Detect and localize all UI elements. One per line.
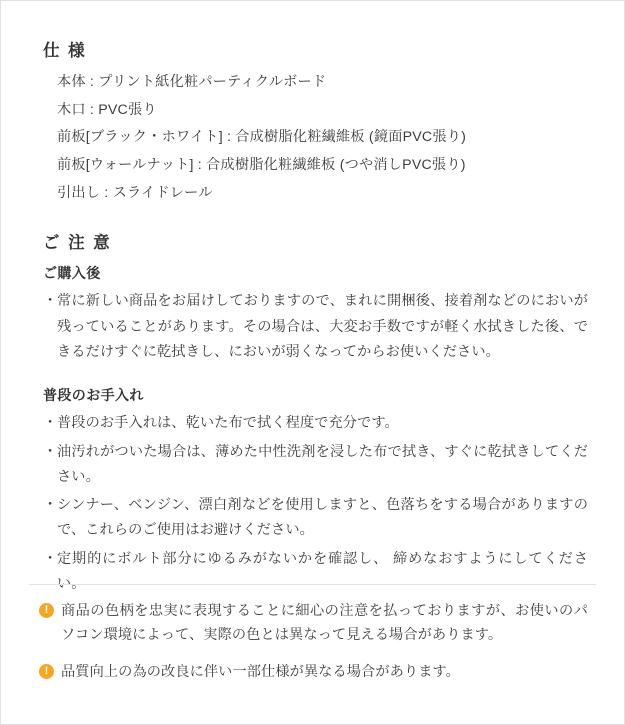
bullet-mark: ・ (43, 443, 58, 460)
caution-subheading-daily-care: 普段のお手入れ (43, 387, 144, 404)
footer-notes (29, 584, 596, 696)
warning-icon: ! (39, 664, 54, 679)
spec-heading: 仕 様 (43, 42, 87, 60)
caution-list-daily-care (29, 411, 596, 597)
spec-item: 引出し : スライドレール (57, 184, 213, 201)
bullet-mark: ・ (43, 293, 58, 310)
spacer (29, 371, 596, 379)
warning-icon: ! (39, 603, 54, 618)
caution-item (43, 440, 588, 491)
caution-item-text: 油汚れがついた場合は、薄めた中性洗剤を浸した布で拭き、すぐに乾拭きしてください。 (57, 443, 588, 485)
spec-item: 前板[ブラック・ホワイト] : 合成樹脂化粧繊維板 (鏡面PVC張り) (57, 129, 467, 146)
spec-item: 木口 : PVC張り (57, 101, 157, 118)
bullet-mark: ・ (43, 415, 58, 432)
divider (29, 584, 596, 585)
note-text: 商品の色柄を忠実に表現することに細心の注意を払っておりますが、お使いのパソコン環境によって、実際の色とは異なって見える場合があります。 (61, 602, 588, 644)
note-item (39, 599, 588, 648)
bullet-mark: ・ (43, 497, 58, 514)
caution-list-after-purchase (29, 289, 596, 365)
bullet-mark: ・ (43, 550, 58, 567)
caution-item (43, 289, 588, 365)
caution-heading: ご 注 意 (43, 234, 112, 253)
caution-item-text: 常に新しい商品をお届けしておりますので、まれに開梱後、接着剤などのにおいが残っていることがあります。その場合は、大変お手数ですが軽く水拭きした後、できるだけすぐに乾拭きし、においが弱くなってからお使いください。 (57, 293, 588, 360)
caution-item-text: 普段のお手入れは、乾いた布で拭く程度で充分です。 (57, 415, 399, 432)
caution-subheading-after-purchase: ご購入後 (43, 265, 101, 282)
note-text: 品質向上の為の改良に伴い一部仕様が異なる場合があります。 (61, 663, 460, 680)
caution-item (43, 493, 588, 544)
spec-list (29, 69, 596, 207)
caution-item-text: 定期的にボルト部分にゆるみがないかを確認し、 締めなおすようにしてください。 (57, 550, 588, 592)
caution-item-text: シンナー、ベンジン、漂白剤などを使用しますと、色落ちをする場合がありますので、これらのご使用はお避けください。 (57, 497, 588, 539)
caution-item (43, 411, 588, 436)
spec-item: 本体 : プリント紙化粧パーティクルボード (57, 74, 327, 90)
note-item (39, 660, 588, 684)
spec-item: 前板[ウォールナット] : 合成樹脂化粧繊維板 (つや消しPVC張り) (57, 157, 466, 174)
